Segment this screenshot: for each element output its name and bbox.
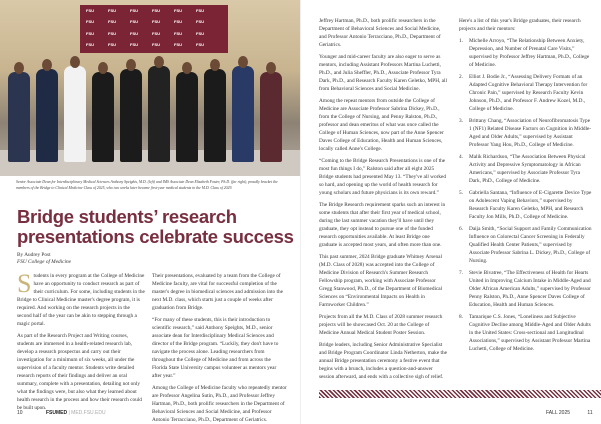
person <box>36 69 58 162</box>
article-column-1 <box>17 269 145 416</box>
decorative-stripe <box>319 390 601 398</box>
graduate-item <box>459 73 593 113</box>
person <box>64 66 86 162</box>
fsu-logo: FSU <box>196 19 204 25</box>
fsu-logo: FSU <box>152 8 160 13</box>
fsu-logo: FSU <box>152 30 160 36</box>
item-number: 1. <box>459 38 463 44</box>
person-head <box>266 62 276 74</box>
author-affiliation: FSU College of Medicine <box>17 259 71 265</box>
paragraph: “For many of these students, this is their introduction to scientific research,” said Anthony Speights, M.D., senior associate dean for Interdisciplinary Medical Sciences and director of the Bridge program. “Luckily, they don't have to navigate the process alone. Leading researchers from throughout the College of Medicine and from across the Florida State University campus volunteer as mentors year after year.” <box>152 317 279 379</box>
paragraph: This past summer, 2024 Bridge graduate Whitney Arsenal (M.D. Class of 2028) was accepted into the College of Medicine Division of Research's Summer Research Fellowship program, working with Associate Professor Gregg Stanwood, Ph.D., of the Department of Biomedical Sciences on “Environmental Impacts on Health in Farmworker Children.” <box>319 254 443 308</box>
article-title: Bridge students’ research presentations celebrate success <box>17 206 294 247</box>
person <box>92 72 114 162</box>
item-number: 7. <box>459 270 463 276</box>
author: By Audrey Post <box>17 252 51 258</box>
fsu-logo: FSU <box>174 19 182 25</box>
fsu-logo: FSU <box>196 30 204 36</box>
person <box>176 72 198 162</box>
paragraph: The Bridge Research requirement sparks such an interest in some students that after their first year of medical school, during the last summer vacation they'll have until they graduate, they opt instead to pursue one of the funded research opportunities available. At least Bridge one graduate is accepted most years, and often more than one. <box>319 202 446 248</box>
fsu-logo: FSU <box>86 19 94 25</box>
fsu-logo: FSU <box>130 19 138 25</box>
person <box>232 66 254 162</box>
graduate-item <box>459 225 593 265</box>
person-head <box>14 62 24 74</box>
fsu-logo: FSU <box>152 41 160 47</box>
fsu-logo: FSU <box>196 41 204 47</box>
fsu-backdrop <box>80 5 228 53</box>
paragraph: “Coming to the Bridge Research Presentations is one of the most fun things I do,” Ralston said after all eight 2025 Bridge students had presented May 13. “They've all worked so hard, and opening up the world of health research for young scholars and future physicians is its own reward.” <box>319 158 447 196</box>
graduate-item <box>459 117 593 149</box>
page-number: 11 <box>587 410 593 416</box>
footer-left <box>17 410 106 416</box>
paragraph: Projects from all the M.D. Class of 2028 summer research projects will be showcased Oct. 20 at the College of Medicine Annual Medical Student Poster Session. <box>319 314 443 336</box>
person-head <box>210 59 220 71</box>
fsu-logo: FSU <box>108 41 116 47</box>
brand-logo: FSUMED <box>45 410 68 416</box>
website: | MED.FSU.EDU <box>68 410 106 416</box>
paragraph: As part of the Research Project and Writing courses, students are immersed in a health-related research lab, develop a research prospectus and carry out their investigation for a minimum of six weeks, all under the supervision of a faculty mentor. Students write detailed research reports of their findings and deliver an oral summary, complete with a presentation, detailing not only what the findings were, but also what they learned about health research in the process and how their research could be built upon. <box>17 333 142 411</box>
graduate-list <box>459 37 593 353</box>
paragraph: Among the College of Medicine faculty who repeatedly mentor are Professor Angelina Sutin, Ph.D., and Professor Jeffrey Hartman, Ph.D., both prolific researchers in the Department of Behavioral Sciences and Social Medicine, and Professor Antonio Terracciano, Ph.D., Department of Geriatrics. <box>152 385 287 423</box>
fsu-logo: FSU <box>130 30 138 36</box>
graduate-item <box>459 189 593 221</box>
paragraph: tudents in every program at the College of Medicine have an opportunity to conduct research as part of their curriculum. For some, including students in the Bridge to Clinical Medicine master's degree program, it is required. And working on the research projects in the second half of the year can be akin to stepping through a magic portal. <box>17 273 145 327</box>
person <box>260 72 282 162</box>
item-text: Gabriella Santana, “Influence of E-Cigarette Device Type on Adolescent Vaping Behaviors,” supervised by Research Faculty Karen Geletko, MPH, and Research Faculty Jon Mills, Ph.D., College of Medicine. <box>469 190 592 220</box>
drop-cap: S <box>17 269 32 298</box>
article-column-2 <box>152 272 287 423</box>
byline <box>17 252 71 266</box>
fsu-logo: FSU <box>86 8 94 13</box>
fsu-logo: FSU <box>130 8 138 13</box>
person <box>120 69 142 162</box>
fsu-logo: FSU <box>174 8 182 13</box>
paragraph: Here's a list of this year's Bridge graduates, their research projects and their mentors: <box>459 18 581 32</box>
item-text: Daija Smith, “Social Support and Family Communication Influence on Colorectal Cancer Screening in Federally Qualified Health Center Patients,” supervised by Associate Professor Sabrina L. Dickey, Ph.D., College of Nursing. <box>469 226 592 264</box>
person-head <box>182 62 192 74</box>
fsu-logo: FSU <box>108 19 116 25</box>
graduate-item <box>459 313 593 353</box>
person <box>148 66 170 162</box>
fsu-logo: FSU <box>152 19 160 25</box>
article-column-4 <box>459 17 593 357</box>
paragraph: Bridge leaders, including Senior Administrative Specialist and Bridge Program Coordinator Linda Netherton, make the annual Bridge presentation ceremony a festive event that begins with a brunch, includes a question-and-answer session afterward, and ends with a collective sigh of relief. <box>319 342 447 380</box>
person-head <box>126 59 136 71</box>
fsu-logo: FSU <box>108 8 116 13</box>
item-number: 6. <box>459 226 463 232</box>
article-column-3 <box>319 17 447 385</box>
item-number: 2. <box>459 74 463 80</box>
issue-date: FALL 2025 <box>546 410 571 416</box>
footer-right <box>546 410 593 416</box>
fsu-logo: FSU <box>130 41 138 47</box>
item-text: Tamarique C.S. Jones, “Loneliness and Subjective Cognitive Decline among Middle-Aged and Older Adults in the United States: Cross-sectional and Longitudinal Associations,” supervised by Assistant Professor Martina Luchetti, College of Medicine. <box>469 314 591 352</box>
item-text: Brittany Chang, “Association of Neurofibromatosis Type 1 (NF1) Related Disease Factors on Cognition in Middle-Aged and Older Adults,” supervised by Assistant Professor Yang Hou, Ph.D., College of Medicine. <box>469 118 592 148</box>
person-head <box>42 59 52 71</box>
person-head <box>98 62 108 74</box>
item-number: 4. <box>459 154 463 160</box>
person <box>8 72 30 162</box>
paragraph: Among the repeat mentors from outside the College of Medicine are Associate Professor Sabrina Dickey, Ph.D., from the College of Nursing, and Penny Ralston, Ph.D., professor and dean emeritus of what was once called the College of Human Sciences, now part of the Anne Spencer Daves College of Education, Health and Human Sciences, locally called Anne's College. <box>319 98 444 152</box>
fsu-logo: FSU <box>86 30 94 36</box>
item-text: Malik Richardson, “The Association Between Physical Activity and Depressive Symptomatology in African Americans,” supervised by Associate Professor Tyra Dark, PhD., College of Medicine. <box>469 154 586 184</box>
item-number: 3. <box>459 118 463 124</box>
person <box>204 69 226 162</box>
paragraph: Younger and mid-career faculty are also eager to serve as mentors, including Assistant Professors Martina Luchetti, Ph.D., and Julia Sheffler, Ph.D., Associate Professor Tyra Dark, Ph.D., and Research Faculty Karen Geletko, MPH, all from Behavioral Sciences and Social Medicine. <box>319 54 447 92</box>
fsu-logo: FSU <box>174 41 182 47</box>
person-head <box>238 56 248 68</box>
item-text: Elliot J. Bodie Jr., “Assessing Delivery Formats of an Adapted Cognitive Behavioral Therapy Intervention for Chronic Pain,” supervised by Research Faculty Kevin Johnson, Ph.D., and Professor F. Andrew Kozel, M.D., College of Medicine. <box>469 74 588 112</box>
fsu-logo: FSU <box>174 30 182 36</box>
graduate-item <box>459 153 593 185</box>
paragraph: Jeffrey Hartman, Ph.D., both prolific researchers in the Department of Behavioral Sciences and Social Medicine, and Professor Antonio Terracciano, Ph.D., Department of Geriatrics. <box>319 18 441 48</box>
person-head <box>70 56 80 68</box>
fsu-logo: FSU <box>86 41 94 47</box>
page-number: 10 <box>17 410 23 416</box>
item-text: Michelle Arroyo, “The Relationship Between Anxiety, Depression, and Number of Prenatal Care Visits,” supervised by Professor Jeffrey Hartman, Ph.D., College of Medicine. <box>469 38 590 68</box>
graduate-item <box>459 37 593 69</box>
photo-caption: Senior Associate Dean for Interdisciplinary Medical Sciences Anthony Speights, M.D. (left) and IMS Associate Dean Elizabeth Foster, Ph.D. (far right), proudly bracket the members of the Bridge to Clinical Medicine Class of 2025, who two weeks later became first-year medical students in the M.D. Class of 2029. <box>16 180 278 190</box>
right-page <box>300 0 600 424</box>
item-text: Stevie Bivatree, “The Effectiveness of Health for Hearts United in Improving Calcium Intake in Middle-Aged and Older African American Adults,” supervised by Professor Penny Ralston, Ph.D., Anne Spencer Daves College of Education, Health and Human Sciences. <box>469 270 591 308</box>
group-photo <box>0 0 300 176</box>
person-head <box>154 56 164 68</box>
item-number: 5. <box>459 190 463 196</box>
paragraph: Their presentations, evaluated by a team from the College of Medicine faculty, are vital for successful completion of the master's degree in biomedical sciences and admission into the next M.D. class, which starts just a couple of weeks after graduation from Bridge. <box>152 273 283 311</box>
graduate-item <box>459 269 593 309</box>
left-page <box>0 0 300 424</box>
fsu-logo: FSU <box>108 30 116 36</box>
item-number: 8. <box>459 314 463 320</box>
fsu-logo: FSU <box>196 8 204 13</box>
